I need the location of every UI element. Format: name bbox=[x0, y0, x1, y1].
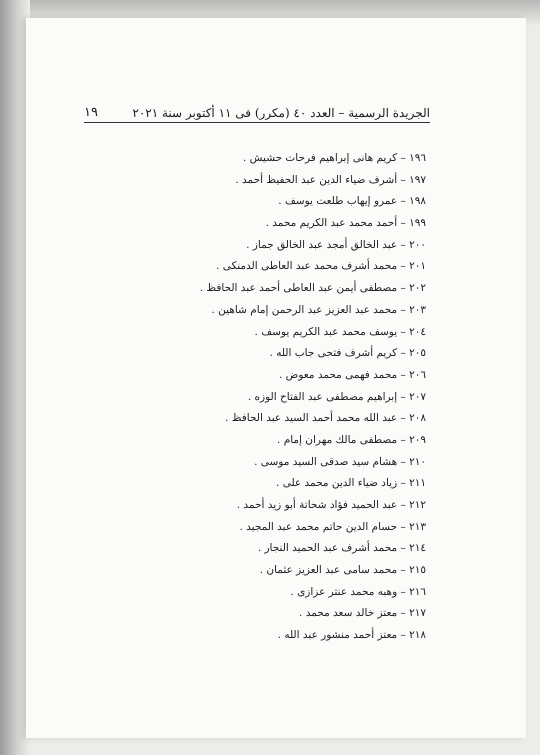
list-item-text: ١٩٦ – كريم هانى إبراهيم فرحات حشيش . bbox=[242, 152, 426, 164]
list-item bbox=[136, 517, 426, 539]
list-item-text: ٢١٣ – حسام الدين حاتم محمد عبد المجيد . bbox=[239, 520, 426, 533]
page-number: ١٩ bbox=[84, 105, 98, 120]
list-item-text: ٢٠٨ – عبد الله محمد أحمد السيد عبد الحافظ . bbox=[225, 412, 426, 425]
page-header-title: الجريدة الرسمية – العدد ٤٠ (مكرر) فى ١١ أكتوبر سنة ٢٠٢١ bbox=[132, 106, 430, 120]
list-item-text: ٢١٧ – معتز خالد سعد محمد . bbox=[299, 607, 426, 620]
list-item-text: ٢٠٢ – مصطفى أيمن عبد العاطى أحمد عبد الحافظ . bbox=[199, 282, 426, 295]
list-item-text: ٢٠٥ – كريم أشرف فتحى جاب الله . bbox=[269, 347, 426, 360]
list-item-text: ٢١٠ – هشام سيد صدقى السيد موسى . bbox=[254, 455, 426, 468]
list-item bbox=[136, 256, 426, 278]
list-item-text: ٢٠٩ – مصطفى مالك مهران إمام . bbox=[277, 433, 426, 446]
list-item-text: ٢٠٤ – يوسف محمد عبد الكريم يوسف . bbox=[254, 325, 426, 338]
list-item-text: ٢٠٦ – محمد فهمى محمد معوض . bbox=[279, 368, 426, 381]
list-item bbox=[136, 603, 426, 625]
list-item bbox=[136, 365, 426, 387]
list-item-text: ٢٠١ – محمد أشرف محمد عبد العاطى الدمنكى . bbox=[216, 260, 426, 273]
list-item bbox=[136, 170, 426, 192]
list-item-text: ٢١٢ – عبد الحميد فؤاد شحاتة أبو زيد أحمد . bbox=[236, 499, 426, 511]
list-item bbox=[136, 582, 426, 604]
list-item-text: ٢٠٧ – إبراهيم مصطفى عبد الفتاح الوزه . bbox=[247, 390, 426, 403]
list-item bbox=[136, 495, 426, 517]
list-item-text: ٢٠٠ – عبد الخالق أمجد عبد الخالق جماز . bbox=[246, 238, 426, 251]
header-divider bbox=[84, 122, 430, 123]
list-item-text: ٢١٤ – محمد أشرف عبد الحميد النجار . bbox=[257, 542, 426, 555]
list-item-text: ٢٠٣ – محمد عبد العزيز عبد الرحمن إمام شاهين . bbox=[211, 303, 426, 316]
list-item bbox=[136, 278, 426, 300]
list-item-text: ١٩٩ – أحمد محمد عبد الكريم محمد . bbox=[265, 217, 426, 230]
list-item bbox=[136, 148, 426, 170]
list-item-text: ١٩٨ – عمرو إيهاب طلعت يوسف . bbox=[278, 195, 426, 208]
list-item bbox=[136, 235, 426, 257]
list-item bbox=[136, 322, 426, 344]
list-item bbox=[136, 538, 426, 560]
list-item bbox=[136, 387, 426, 409]
list-item bbox=[136, 452, 426, 474]
list-item-text: ٢١١ – زياد ضياء الدين محمد على . bbox=[276, 477, 426, 490]
list-item bbox=[136, 430, 426, 452]
list-item-text: ٢١٦ – وهبه محمد عنتر عزازى . bbox=[290, 585, 426, 598]
list-item-text: ١٩٧ – أشرف ضياء الدين عبد الحفيظ أحمد . bbox=[235, 173, 426, 186]
list-item-text: ٢١٨ – معتز أحمد منشور عبد الله . bbox=[277, 629, 426, 642]
names-list bbox=[136, 148, 426, 647]
list-item bbox=[136, 408, 426, 430]
page-header bbox=[84, 100, 430, 120]
list-item bbox=[136, 560, 426, 582]
list-item bbox=[136, 473, 426, 495]
list-item bbox=[136, 213, 426, 235]
list-item bbox=[136, 343, 426, 365]
list-item bbox=[136, 191, 426, 213]
list-item-text: ٢١٥ – محمد سامى عبد العزيز عثمان . bbox=[259, 564, 426, 577]
list-item bbox=[136, 625, 426, 647]
list-item bbox=[136, 300, 426, 322]
